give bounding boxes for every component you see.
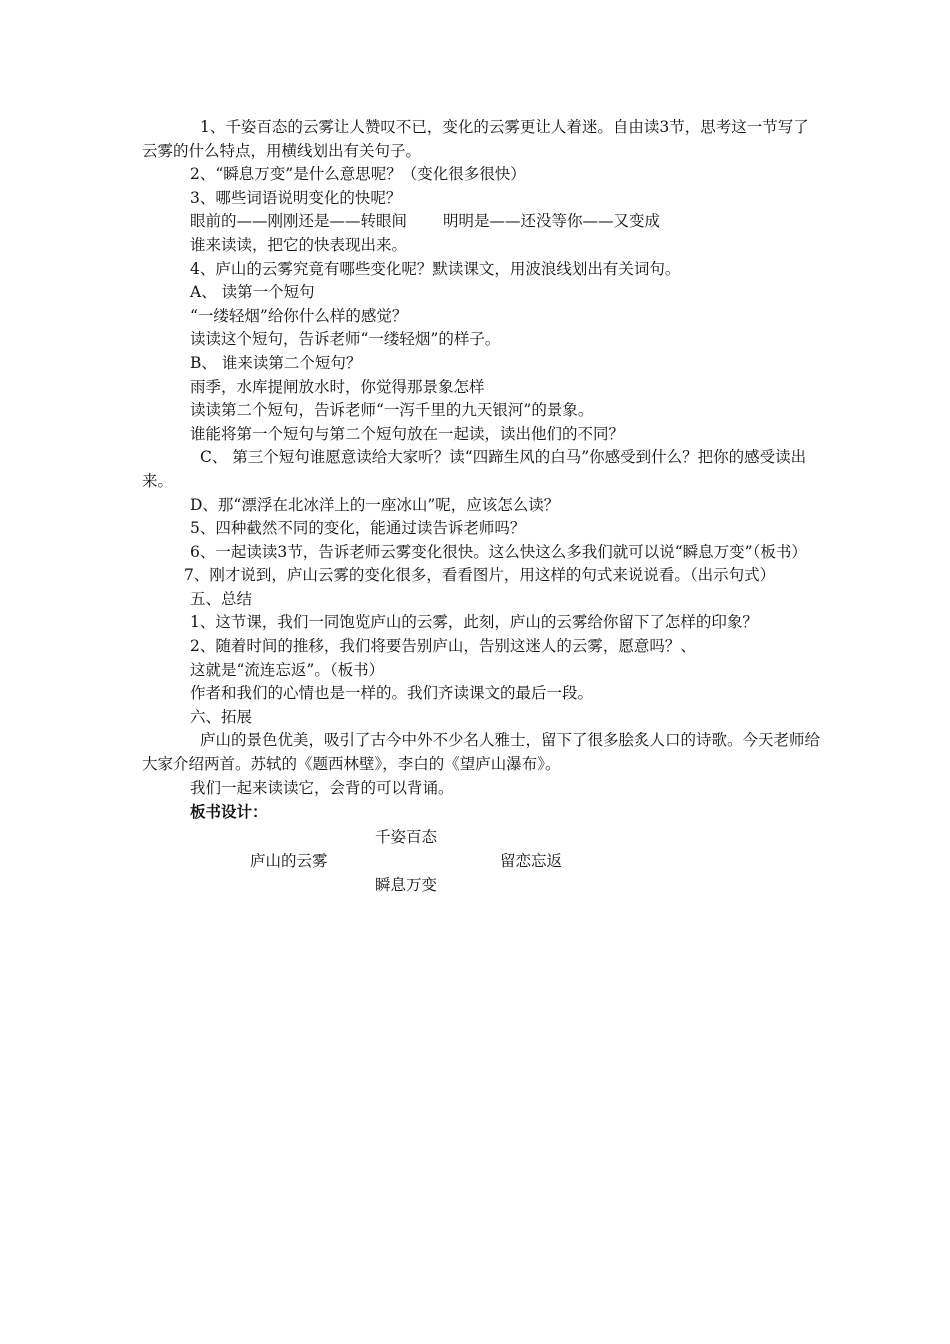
paragraph: 1、这节课，我们一同饱览庐山的云雾，此刻，庐山的云雾给你留下了怎样的印象？ (190, 613, 758, 632)
board-left-text: 庐山的云雾 (250, 851, 328, 870)
paragraph: C、 第三个短句谁愿意读给大家听？读“四蹄生风的白马”你感受到什么？把你的感受读出来。 (142, 448, 807, 490)
board-design (142, 826, 822, 898)
paragraph: 庐山的景色优美，吸引了古今中外不少名人雅士，留下了很多脍炙人口的诗歌。今天老师给大家介绍两首。苏轼的《题西林壁》，李白的《望庐山瀑布》。 (142, 731, 821, 774)
paragraph: 这就是“流连忘返”。（板书） (190, 660, 385, 679)
paragraph: D、那“漂浮在北冰洋上的一座冰山”呢，应该怎么读？ (190, 495, 560, 514)
paragraph: 3、哪些词语说明变化的快呢？ (190, 188, 402, 207)
section-heading: 五、总结 (190, 589, 253, 608)
section-heading: 六、拓展 (190, 707, 253, 726)
paragraph: B、 谁来读第二个短句？ (190, 353, 362, 372)
paragraph: 4、庐山的云雾究竟有哪些变化呢？默读课文，用波浪线划出有关词句。 (190, 259, 681, 278)
board-design-heading: 板书设计： (190, 802, 268, 822)
paragraph: 7、刚才说到，庐山云雾的变化很多，看看图片，用这样的句式来说说看。（出示句式） (184, 566, 776, 585)
paragraph: 6、一起读读3节，告诉老师云雾变化很快。这么快这么多我们就可以说“瞬息万变”（板书） (190, 542, 807, 561)
word-list-a: 眼前的——刚刚还是——转眼间 (190, 212, 408, 231)
paragraph: 我们一起来读读它，会背的可以背诵。 (190, 778, 454, 797)
lesson-text (142, 116, 822, 898)
paragraph: A、 读第一个短句 (190, 283, 315, 302)
paragraph: 谁能将第一个短句与第二个短句放在一起读，读出他们的不同？ (190, 424, 625, 443)
paragraph: 作者和我们的心情也是一样的。我们齐读课文的最后一段。 (190, 684, 594, 703)
paragraph: 谁来读读，把它的快表现出来。 (190, 235, 408, 254)
board-top-text: 千姿百态 (375, 827, 438, 846)
paragraph: 5、四种截然不同的变化，能通过读告诉老师吗？ (190, 519, 526, 538)
paragraph (142, 210, 822, 234)
board-bottom-text: 瞬息万变 (375, 875, 438, 894)
paragraph: 雨季，水库提闸放水时，你觉得那景象怎样 (190, 377, 485, 396)
word-list-b: 明明是——还没等你——又变成 (443, 212, 661, 231)
paragraph: 读读这个短句，告诉老师“一缕轻烟”的样子。 (190, 330, 501, 349)
paragraph: 1、千姿百态的云雾让人赞叹不已，变化的云雾更让人着迷。自由读3节，思考这一节写了云雾的什么特点，用横线划出有关句子。 (142, 118, 809, 160)
paragraph: “一缕轻烟”给你什么样的感觉？ (190, 306, 408, 325)
paragraph: 读读第二个短句，告诉老师“一泻千里的九天银河”的景象。 (190, 401, 594, 420)
board-right-text: 留恋忘返 (500, 851, 563, 870)
paragraph: 2、随着时间的推移，我们将要告别庐山，告别这迷人的云雾，愿意吗？、 (190, 637, 696, 656)
paragraph: 2、“瞬息万变”是什么意思呢？（变化很多很快） (190, 165, 526, 184)
